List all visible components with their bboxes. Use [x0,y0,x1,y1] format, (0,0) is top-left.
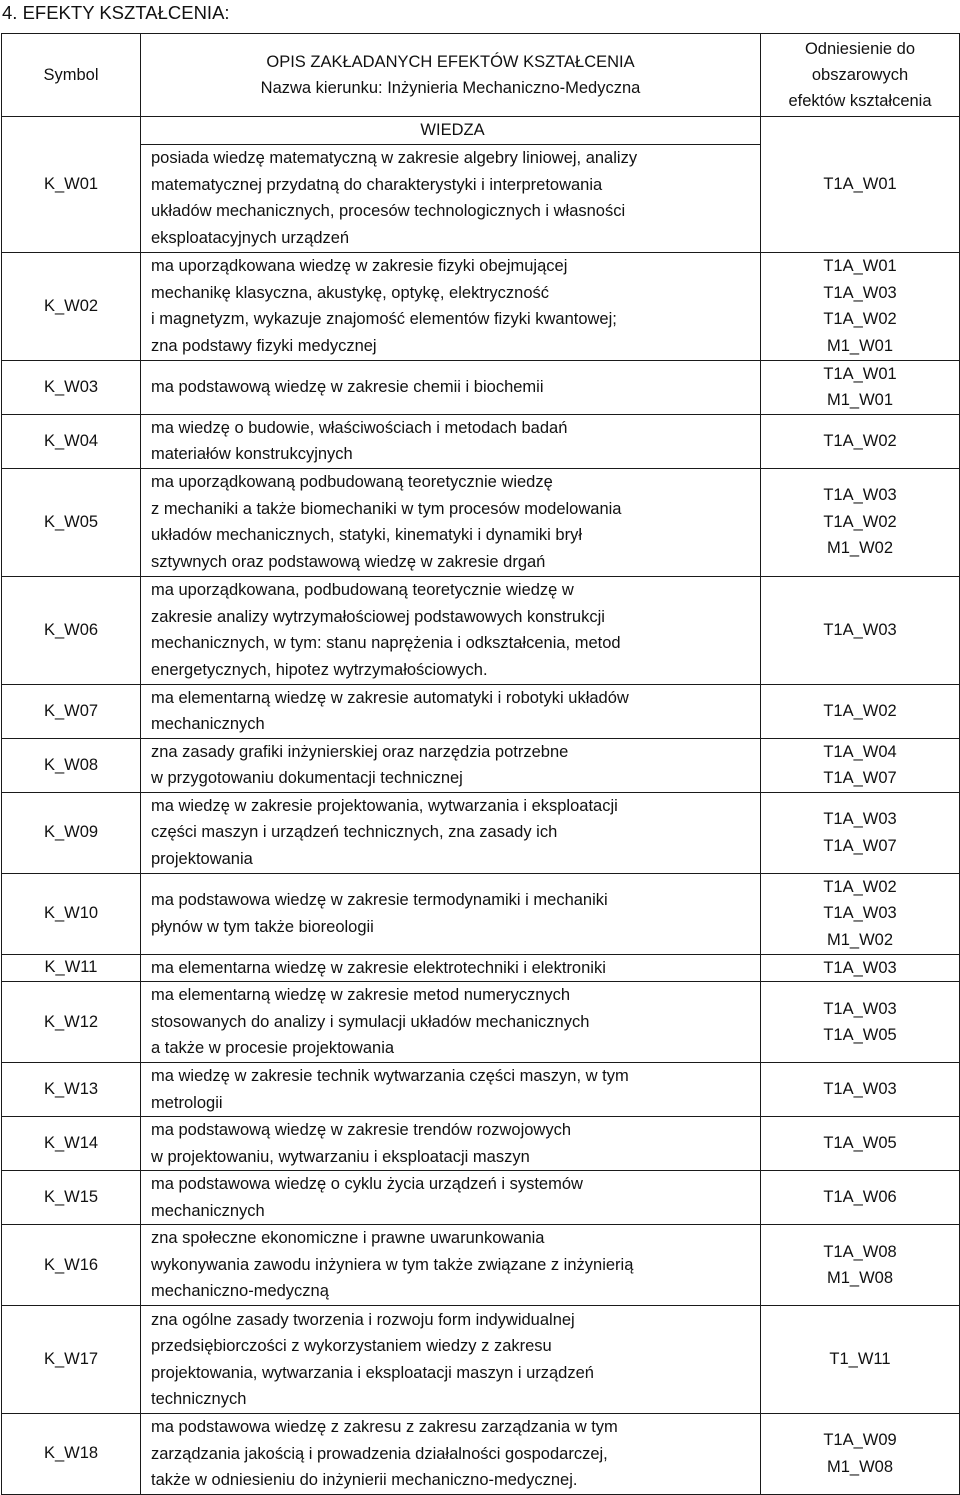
row-description [141,1225,761,1306]
header-symbol: Symbol [2,34,141,117]
row-references [761,1171,960,1225]
row-symbol: K_W13 [2,1063,141,1117]
description-line: przedsiębiorczości z wykorzystaniem wiedzy z zakresu [151,1337,552,1355]
reference-code: M1_W01 [826,336,894,355]
row-description [141,252,761,360]
description-line: mechanicznych, w tym: stanu naprężenia i odkształcenia, metod [151,634,621,652]
row-description [141,982,761,1063]
row-description [141,1063,761,1117]
description-line: a także w procesie projektowania [151,1039,395,1058]
description-line: technicznych [151,1390,247,1408]
row-references [761,1306,960,1414]
table-row [2,117,960,145]
description-line: ma podstawowa wiedzę o cyklu życia urządzeń i systemów [151,1175,583,1193]
row-description [141,873,761,954]
description-line: zna zasady grafiki inżynierskiej oraz narzędzia potrzebne [151,742,569,761]
row-symbol: K_W01 [2,117,141,253]
row-symbol: K_W04 [2,414,141,468]
reference-code: M1_W01 [826,391,894,409]
table-row [2,1117,960,1171]
reference-code: T1A_W08 [823,1242,897,1261]
row-references [761,1063,960,1117]
section-heading: 4. EFEKTY KSZTAŁCENIA: [2,2,230,23]
reference-code: T1A_W03 [823,958,897,977]
table-row [2,982,960,1063]
row-symbol: K_W18 [2,1414,141,1495]
header-description-subtitle: Nazwa kierunku: Inżynieria Mechaniczno-Medyczna [260,79,641,97]
row-description [141,1414,761,1495]
reference-code: T1A_W03 [823,999,897,1018]
section-label: WIEDZA [141,117,761,145]
description-line: układów mechanicznych, statyki, kinematyki i dynamiki brył [151,526,582,544]
row-references [761,1117,960,1171]
reference-code: T1A_W03 [823,810,897,828]
description-line: matematycznej przydatną do charakterystyki i interpretowania [151,175,603,194]
table-row [2,1306,960,1414]
row-symbol: K_W09 [2,792,141,873]
row-description [141,576,761,684]
description-line: metrologii [151,1093,223,1112]
description-line: stosowanych do analizy i symulacji układów mechanicznych [151,1012,590,1031]
reference-code: T1A_W02 [823,431,897,450]
table-row [2,738,960,792]
row-symbol: K_W05 [2,468,141,576]
row-symbol: K_W07 [2,684,141,738]
row-description [141,468,761,576]
row-references [761,954,960,982]
description-line: ma podstawowa wiedzę w zakresie termodynamiki i mechaniki [151,891,608,909]
row-references [761,1225,960,1306]
row-description [141,738,761,792]
description-line: części maszyn i urządzeń technicznych, zna zasady ich [151,823,558,842]
row-symbol: K_W12 [2,982,141,1063]
row-description [141,954,761,982]
description-line: ma elementarną wiedzę w zakresie automatyki i robotyki układów [151,688,629,707]
row-references [761,468,960,576]
description-line: energetycznych, hipotez wytrzymałościowych. [151,660,488,679]
table-row [2,684,960,738]
description-line: układów mechanicznych, procesów technologicznych i własności [151,202,626,220]
reference-code: M1_W08 [826,1269,894,1287]
description-line: z mechaniki a także biomechaniki w tym procesów modelowania [151,499,622,518]
description-line: ma podstawową wiedzę w zakresie chemii i biochemii [151,377,544,396]
description-line: projektowania, wytwarzania i eksploatacji maszyn i urządzeń [151,1363,594,1382]
row-description [141,792,761,873]
description-line: ma wiedzę w zakresie technik wytwarzania części maszyn, w tym [151,1067,629,1085]
learning-outcomes-table [1,33,960,1495]
description-line: mechanicznych [151,1201,265,1220]
table-row [2,468,960,576]
reference-code: T1A_W07 [823,836,897,855]
row-symbol: K_W06 [2,576,141,684]
description-line: ma uporządkowana wiedzę w zakresie fizyki obejmującej [151,257,568,275]
description-line: zarządzania jakością i prowadzenia działalności gospodarczej, [151,1444,608,1463]
description-line: ma wiedzę o budowie, właściwościach i metodach badań [151,418,568,437]
description-line: zna ogólne zasady tworzenia i rozwoju form indywidualnej [151,1310,575,1329]
reference-code: T1A_W01 [823,364,897,383]
row-references [761,117,960,253]
description-line: sztywnych oraz podstawową wiedzę w zakresie drgań [151,552,546,571]
row-references [761,576,960,684]
reference-code: T1A_W03 [823,1080,897,1099]
reference-code: M1_W02 [826,930,894,949]
description-line: projektowania [151,849,253,868]
row-description [141,1306,761,1414]
row-symbol: K_W02 [2,252,141,360]
reference-code: T1A_W04 [823,742,897,761]
table-row [2,1171,960,1225]
reference-code: T1A_W03 [823,486,897,505]
row-references [761,252,960,360]
description-line: w przygotowaniu dokumentacji technicznej [151,769,463,787]
reference-code: T1A_W03 [823,283,897,302]
description-line: ma podstawowa wiedzę z zakresu z zakresu zarządzania w tym [151,1418,618,1436]
row-references [761,684,960,738]
description-line: zakresie analizy wytrzymałościowej podstawowych konstrukcji [151,607,605,626]
row-description [141,360,761,414]
row-description [141,1171,761,1225]
row-references [761,873,960,954]
description-line: eksploatacyjnych urządzeń [151,228,350,247]
reference-code: M1_W02 [826,539,894,558]
reference-code: T1A_W09 [823,1431,897,1450]
table-row [2,414,960,468]
reference-code: T1A_W02 [823,512,897,531]
reference-code: T1A_W01 [823,175,897,193]
row-description [141,144,761,252]
description-line: ma elementarna wiedzę w zakresie elektrotechniki i elektroniki [151,958,606,977]
description-line: mechaniczno-medyczną [151,1282,329,1301]
description-line: i magnetyzm, wykazuje znajomość elementów fizyki kwantowej; [151,310,617,328]
header-reference-line: efektów kształcenia [788,92,932,110]
row-symbol: K_W16 [2,1225,141,1306]
description-line: ma uporządkowana, podbudowaną teoretycznie wiedzę w [151,581,574,599]
description-line: zna społeczne ekonomiczne i prawne uwarunkowania [151,1229,545,1248]
row-symbol: K_W14 [2,1117,141,1171]
table-row [2,792,960,873]
table-row [2,1414,960,1495]
row-references [761,414,960,468]
description-line: ma wiedzę w zakresie projektowania, wytwarzania i eksploatacji [151,796,618,815]
reference-code: T1A_W02 [823,310,897,328]
header-description [141,34,761,117]
row-symbol: K_W10 [2,873,141,954]
reference-code: T1A_W05 [823,1026,897,1044]
header-reference [761,34,960,117]
row-references [761,360,960,414]
reference-code: T1A_W02 [823,877,897,896]
description-line: także w odniesieniu do inżynierii mechaniczno-medycznej. [151,1471,578,1489]
row-symbol: K_W08 [2,738,141,792]
table-row [2,252,960,360]
header-description-title: OPIS ZAKŁADANYCH EFEKTÓW KSZTAŁCENIA [266,53,635,71]
reference-code: T1A_W02 [823,701,897,720]
header-reference-line: obszarowych [811,66,909,84]
description-line: ma elementarną wiedzę w zakresie metod numerycznych [151,986,571,1005]
row-description [141,1117,761,1171]
row-symbol: K_W17 [2,1306,141,1414]
header-reference-line: Odniesienie do [804,40,916,58]
row-references [761,982,960,1063]
row-description [141,414,761,468]
description-line: zna podstawy fizyki medycznej [151,336,377,355]
reference-code: T1A_W07 [823,769,897,787]
description-line: posiada wiedzę matematyczną w zakresie algebry liniowej, analizy [151,149,638,167]
table-row [2,873,960,954]
reference-code: M1_W08 [826,1457,894,1476]
table-row [2,360,960,414]
table-row [2,1063,960,1117]
row-symbol: K_W11 [2,954,141,982]
reference-code: T1A_W06 [823,1188,897,1207]
description-line: wykonywania zawodu inżyniera w tym także związane z inżynierią [151,1255,634,1274]
reference-code: T1A_W03 [823,620,897,639]
row-references [761,1414,960,1495]
description-line: mechanicznych [151,715,265,733]
description-line: w projektowaniu, wytwarzaniu i eksploatacji maszyn [151,1147,530,1166]
description-line: mechanikę klasyczna, akustykę, optykę, elektryczność [151,283,550,302]
row-symbol: K_W03 [2,360,141,414]
table-header-row [2,34,960,117]
row-references [761,738,960,792]
description-line: płynów w tym także bioreologii [151,917,374,936]
description-line: ma podstawową wiedzę w zakresie trendów rozwojowych [151,1121,572,1139]
reference-code: T1A_W03 [823,904,897,923]
table-row [2,576,960,684]
table-row [2,954,960,982]
reference-code: T1_W11 [829,1350,891,1369]
description-line: ma uporządkowaną podbudowaną teoretycznie wiedzę [151,473,553,491]
description-line: materiałów konstrukcyjnych [151,445,353,463]
row-symbol: K_W15 [2,1171,141,1225]
row-description [141,684,761,738]
reference-code: T1A_W05 [823,1134,897,1153]
row-references [761,792,960,873]
reference-code: T1A_W01 [823,257,897,275]
table-row [2,1225,960,1306]
